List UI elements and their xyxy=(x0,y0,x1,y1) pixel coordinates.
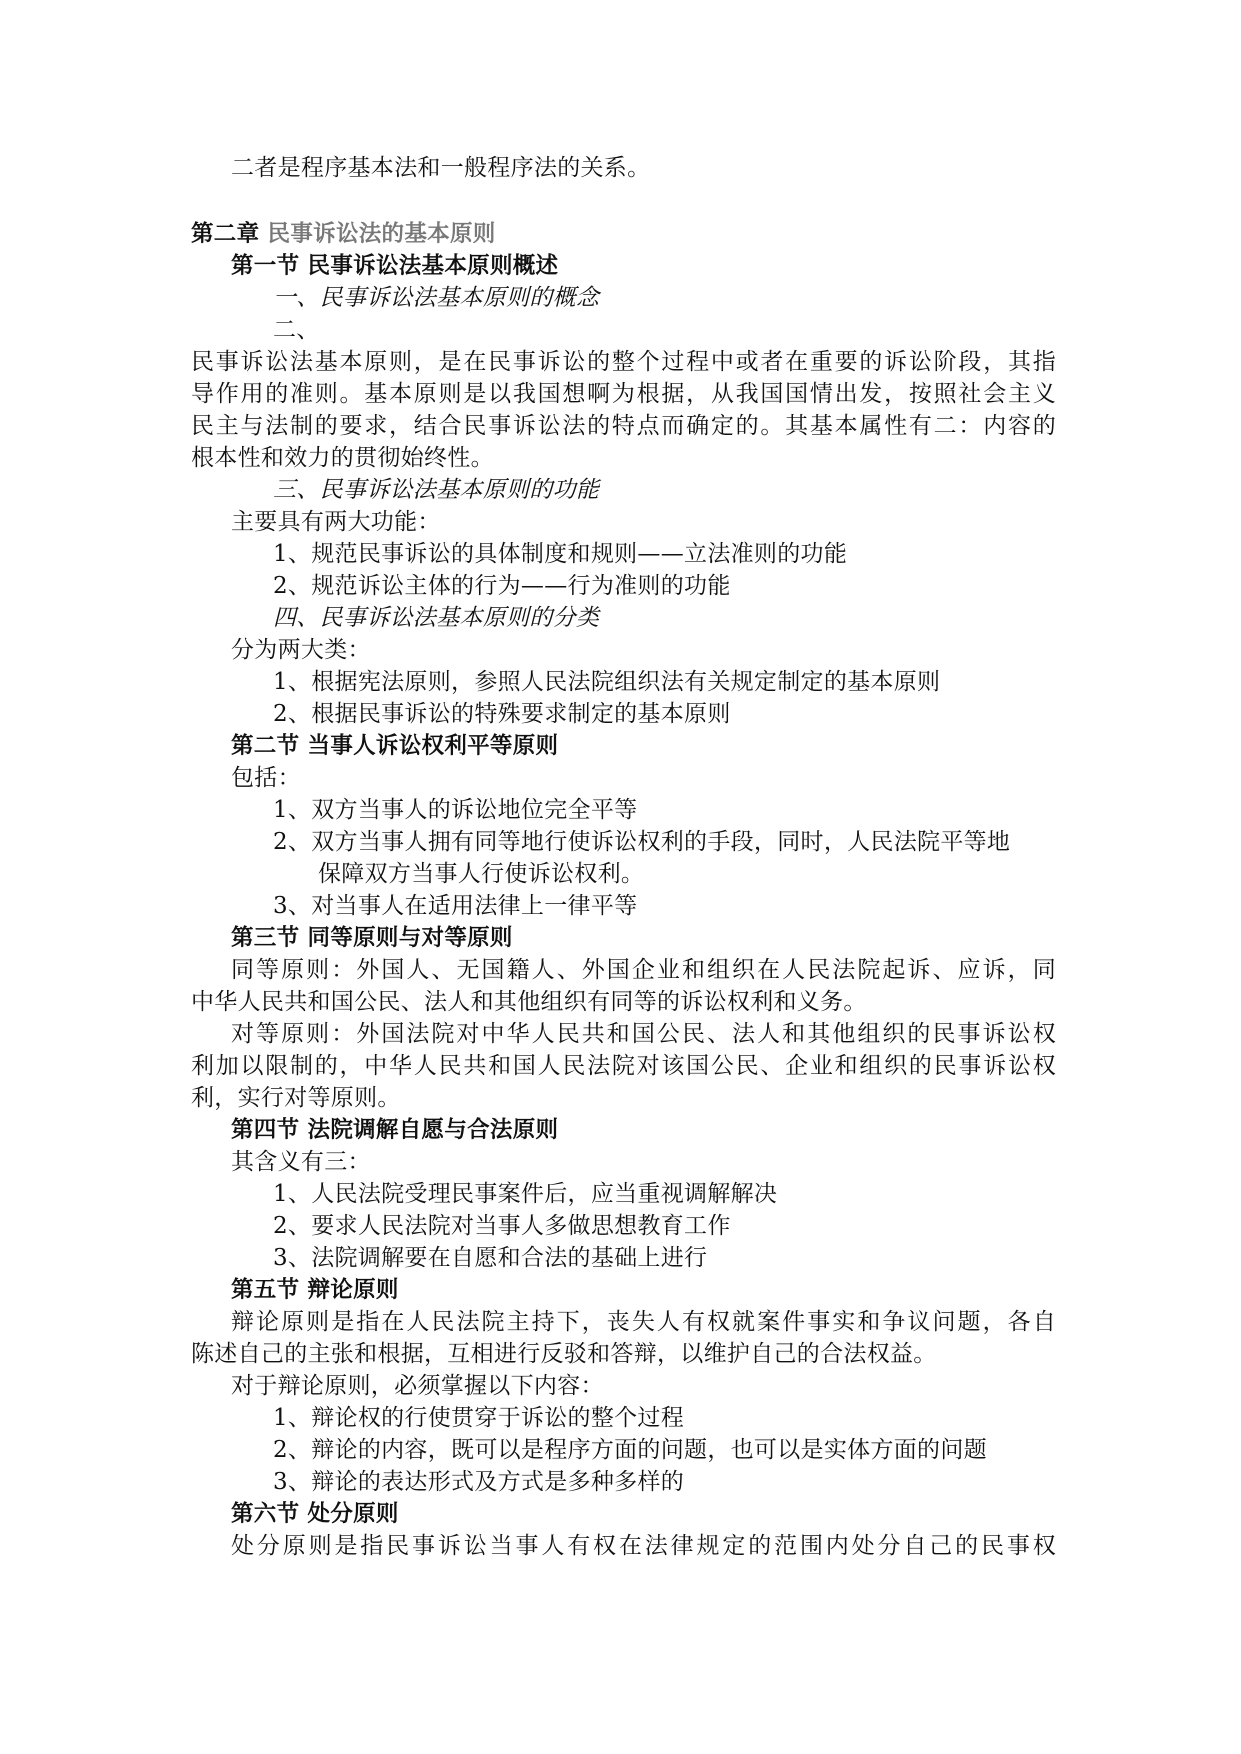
list-item: 3、辩论的表达形式及方式是多种多样的 xyxy=(273,1469,685,1495)
section-heading xyxy=(231,250,558,282)
paragraph-line: 对于辩论原则，必须掌握以下内容： xyxy=(231,1373,604,1399)
list-item: 3、对当事人在适用法律上一律平等 xyxy=(273,893,638,919)
paragraph-line: 中华人民共和国公民、法人和其他组织有同等的诉讼权利和义务。 xyxy=(191,989,867,1015)
subheading: 四、民事诉讼法基本原则的分类 xyxy=(273,605,600,631)
chapter-title: 民事诉讼法的基本原则 xyxy=(267,221,496,247)
section-heading: 第六节 处分原则 xyxy=(231,1501,399,1527)
list-item: 1、根据宪法原则，参照人民法院组织法有关规定制定的基本原则 xyxy=(273,669,941,695)
subheading: 三、民事诉讼法基本原则的功能 xyxy=(273,477,600,503)
paragraph-line: 利加以限制的，中华人民共和国人民法院对该国公民、企业和组织的民事诉讼权 xyxy=(191,1053,1056,1079)
paragraph-line: 其含义有三： xyxy=(231,1149,371,1175)
chapter-number: 第二章 xyxy=(191,221,260,247)
subheading: 二、 xyxy=(273,317,320,343)
paragraph-line: 主要具有两大功能： xyxy=(231,509,441,535)
list-item: 1、人民法院受理民事案件后，应当重视调解解决 xyxy=(273,1181,778,1207)
paragraph-line: 陈述自己的主张和根据，互相进行反驳和答辩，以维护自己的合法权益。 xyxy=(191,1341,937,1367)
paragraph-line: 处分原则是指民事诉讼当事人有权在法律规定的范围内处分自己的民事权 xyxy=(231,1533,1056,1559)
list-item: 2、要求人民法院对当事人多做思想教育工作 xyxy=(273,1213,731,1239)
paragraph-line: 民事诉讼法基本原则，是在民事诉讼的整个过程中或者在重要的诉讼阶段，其指 xyxy=(191,349,1056,375)
subheading: 一、民事诉讼法基本原则的概念 xyxy=(273,285,600,311)
section-heading: 第五节 辩论原则 xyxy=(231,1277,399,1303)
list-item: 2、根据民事诉讼的特殊要求制定的基本原则 xyxy=(273,701,731,727)
list-item: 2、规范诉讼主体的行为——行为准则的功能 xyxy=(273,573,731,599)
chapter-heading xyxy=(191,218,496,250)
paragraph-line: 辩论原则是指在人民法院主持下，丧失人有权就案件事实和争议问题，各自 xyxy=(231,1309,1056,1335)
paragraph-line: 包括： xyxy=(231,765,301,791)
section-title: 民事诉讼法基本原则概述 xyxy=(307,253,559,279)
paragraph-line: 利，实行对等原则。 xyxy=(191,1085,401,1111)
list-item: 1、辩论权的行使贯穿于诉讼的整个过程 xyxy=(273,1405,685,1431)
list-item-continuation: 保障双方当事人行使诉讼权利。 xyxy=(318,861,645,887)
paragraph-line: 对等原则：外国法院对中华人民共和国公民、法人和其他组织的民事诉讼权 xyxy=(231,1021,1056,1047)
section-number: 第一节 xyxy=(231,253,300,279)
paragraph-line: 根本性和效力的贯彻始终性。 xyxy=(191,445,494,471)
paragraph-line: 民主与法制的要求，结合民事诉讼法的特点而确定的。其基本属性有二：内容的 xyxy=(191,413,1056,439)
paragraph-line: 分为两大类： xyxy=(231,637,371,663)
paragraph-line: 导作用的准则。基本原则是以我国想啊为根据，从我国国情出发，按照社会主义 xyxy=(191,381,1056,407)
section-heading: 第三节 同等原则与对等原则 xyxy=(231,925,513,951)
list-item: 3、法院调解要在自愿和合法的基础上进行 xyxy=(273,1245,708,1271)
list-item: 2、辩论的内容，既可以是程序方面的问题，也可以是实体方面的问题 xyxy=(273,1437,987,1463)
section-heading: 第二节 当事人诉讼权利平等原则 xyxy=(231,733,559,759)
paragraph-line: 二者是程序基本法和一般程序法的关系。 xyxy=(231,155,651,181)
list-item: 2、双方当事人拥有同等地行使诉讼权利的手段，同时，人民法院平等地 xyxy=(273,829,1011,855)
list-item: 1、双方当事人的诉讼地位完全平等 xyxy=(273,797,638,823)
paragraph-line: 同等原则：外国人、无国籍人、外国企业和组织在人民法院起诉、应诉，同 xyxy=(231,957,1056,983)
section-heading: 第四节 法院调解自愿与合法原则 xyxy=(231,1117,559,1143)
list-item: 1、规范民事诉讼的具体制度和规则——立法准则的功能 xyxy=(273,541,848,567)
